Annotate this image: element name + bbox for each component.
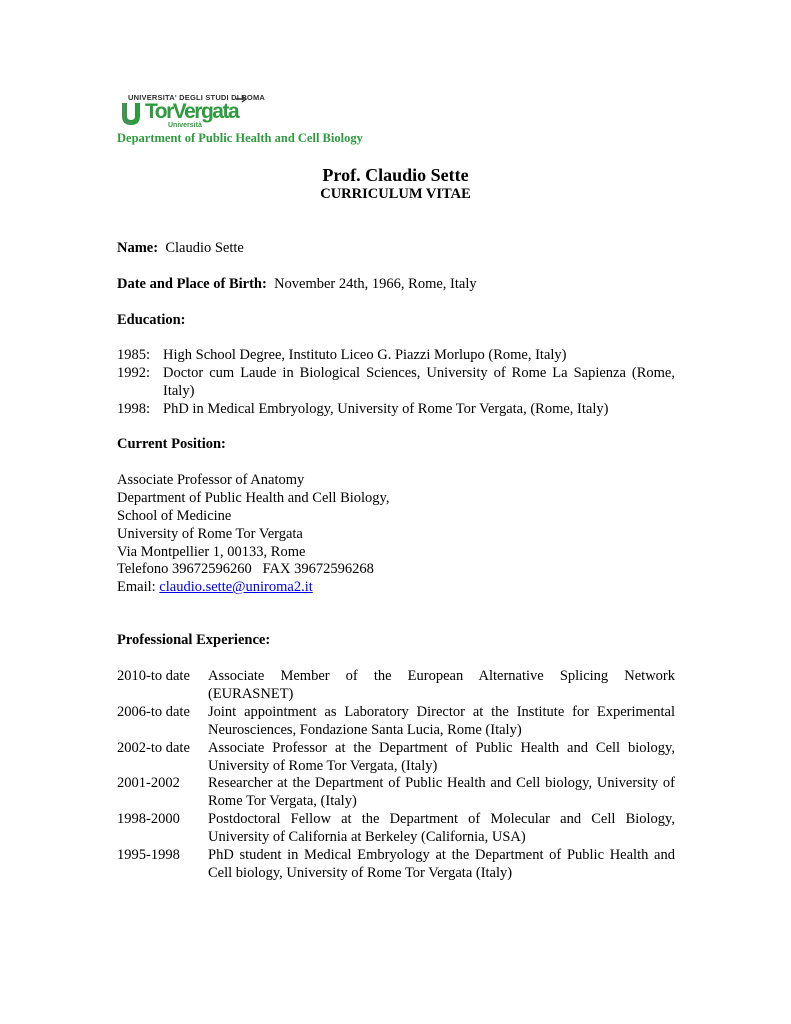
page-subtitle: CURRICULUM VITAE [320,186,471,202]
experience-period: 1995-1998 [117,847,180,863]
name-label: Name: [117,240,159,256]
position-line: Department of Public Health and Cell Biology, [117,490,390,506]
experience-heading: Professional Experience: [117,632,271,648]
current-position-heading: Current Position: [117,436,226,452]
experience-text: Joint appointment as Laboratory Director at the Institute for Experimental Neurosciences, Fondazione Santa Lucia, Rome (Italy) [208,704,675,738]
education-text: Doctor cum Laude in Biological Sciences, University of Rome La Sapienza (Rome, Italy) [163,365,675,399]
experience-text: Associate Professor at the Department of Public Health and Cell biology, University of Rome Tor Vergata, (Italy) [208,740,675,774]
position-line: Associate Professor of Anatomy [117,472,305,488]
email-link[interactable]: claudio.sette@uniroma2.it [159,579,313,595]
experience-period: 2002-to date [117,740,190,756]
logo-subtext: Università [168,122,202,129]
education-year: 1992: [117,365,151,381]
experience-period: 2010-to date [117,668,190,684]
experience-period: 2001-2002 [117,775,180,791]
education-text: PhD in Medical Embryology, University of Rome Tor Vergata, (Rome, Italy) [163,401,609,417]
name-value: Claudio Sette [165,240,244,256]
email-line [117,578,313,596]
experience-period: 2006-to date [117,704,190,720]
education-year: 1985: [117,347,151,363]
birth-line [117,275,477,293]
position-line: Telefono 39672596260 FAX 39672596268 [117,561,374,577]
education-text: High School Degree, Instituto Liceo G. Piazzi Morlupo (Rome, Italy) [163,347,567,363]
experience-text: PhD student in Medical Embryology at the Department of Public Health and Cell biology, University of Rome Tor Vergata (Italy) [208,847,675,881]
page-title: Prof. Claudio Sette [322,165,469,185]
logo-u-icon [120,99,142,127]
name-line [117,239,244,257]
email-label: Email: [117,579,160,595]
birth-value: November 24th, 1966, Rome, Italy [274,276,477,292]
department-name: Department of Public Health and Cell Biology [117,131,363,145]
experience-period: 1998-2000 [117,811,180,827]
logo-top-text: UNIVERSITA' DEGLI STUDI DI ROMA [128,93,266,102]
experience-text: Researcher at the Department of Public Health and Cell biology, University of Rome Tor Vergata, (Italy) [208,775,675,809]
logo-wordmark: TorVergata [145,100,239,123]
position-line: University of Rome Tor Vergata [117,526,303,542]
university-logo [120,93,266,133]
experience-text: Associate Member of the European Alternative Splicing Network (EURASNET) [208,668,675,702]
position-line: School of Medicine [117,508,232,524]
education-heading: Education: [117,312,186,328]
education-year: 1998: [117,401,151,417]
birth-label: Date and Place of Birth: [117,276,267,292]
experience-text: Postdoctoral Fellow at the Department of Molecular and Cell Biology, University of California at Berkeley (California, USA) [208,811,675,845]
position-line: Via Montpellier 1, 00133, Rome [117,544,306,560]
